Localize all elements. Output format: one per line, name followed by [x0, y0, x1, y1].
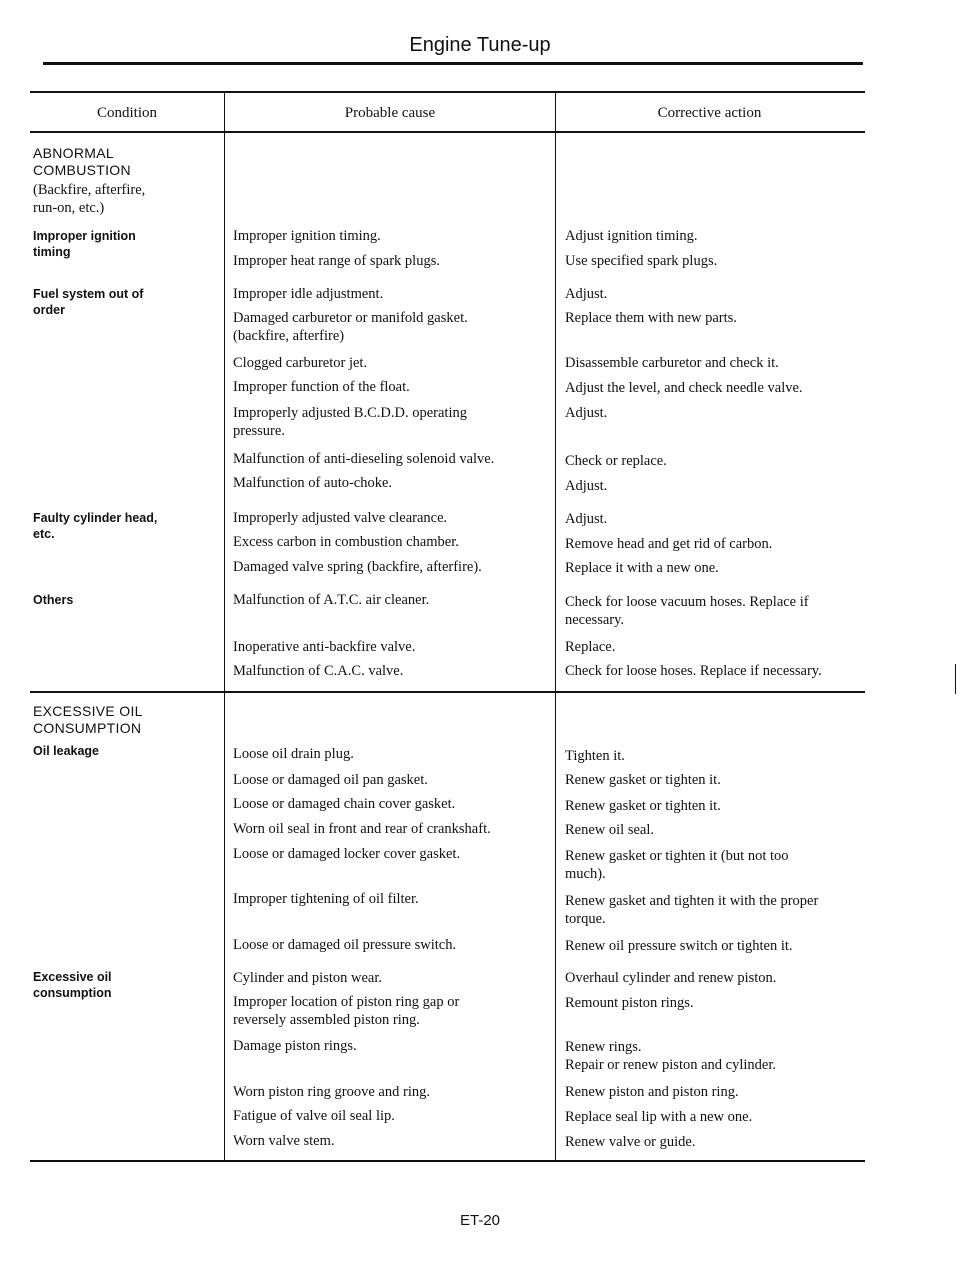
action-item: Check for loose hoses. Replace if necessary. [565, 663, 822, 679]
action-item: Replace. [565, 639, 616, 655]
cause-item: Worn valve stem. [233, 1133, 335, 1149]
action-item: Remount piston rings. [565, 995, 694, 1011]
action-item: Adjust. [565, 511, 608, 527]
action-item: Use specified spark plugs. [565, 253, 718, 269]
action-item: Renew rings. Repair or renew piston and cylinder. [565, 1039, 776, 1073]
action-item: Adjust ignition timing. [565, 228, 698, 244]
cause-item: Malfunction of anti-dieseling solenoid valve. [233, 451, 495, 467]
cause-item: Loose or damaged oil pressure switch. [233, 937, 457, 953]
cause-item: Improper heat range of spark plugs. [233, 253, 440, 269]
cause-item: Improper ignition timing. [233, 228, 381, 244]
condition-excessive-oil-consumption: Excessive oil consumption [33, 970, 112, 1000]
cause-item: Loose or damaged oil pan gasket. [233, 772, 428, 788]
action-item: Replace seal lip with a new one. [565, 1109, 753, 1125]
condition-faulty-cylinder-head: Faulty cylinder head, etc. [33, 511, 158, 541]
cause-item: Damaged valve spring (backfire, afterfire). [233, 559, 482, 575]
cause-item: Damaged carburetor or manifold gasket. (backfire, afterfire) [233, 310, 468, 344]
action-item: Adjust. [565, 405, 608, 421]
cause-item: Worn piston ring groove and ring. [233, 1084, 430, 1100]
action-item: Renew oil pressure switch or tighten it. [565, 938, 793, 954]
cause-item: Excess carbon in combustion chamber. [233, 534, 459, 550]
cause-item: Loose or damaged chain cover gasket. [233, 796, 456, 812]
cause-item: Loose or damaged locker cover gasket. [233, 846, 461, 862]
table-bottom-rule [30, 1160, 865, 1162]
cause-item: Improperly adjusted B.C.D.D. operating pressure. [233, 405, 467, 439]
cause-item: Inoperative anti-backfire valve. [233, 639, 416, 655]
action-item: Check for loose vacuum hoses. Replace if necessary. [565, 594, 809, 628]
cause-item: Clogged carburetor jet. [233, 355, 368, 371]
cause-item: Improper location of piston ring gap or reversely assembled piston ring. [233, 994, 460, 1028]
cause-item: Malfunction of A.T.C. air cleaner. [233, 592, 430, 608]
header-corrective-action: Corrective action [657, 105, 762, 121]
action-item: Renew oil seal. [565, 822, 654, 838]
action-item: Renew valve or guide. [565, 1134, 696, 1150]
action-item: Overhaul cylinder and renew piston. [565, 970, 777, 986]
action-item: Renew gasket or tighten it. [565, 772, 721, 788]
condition-others: Others [33, 593, 74, 607]
cause-item: Loose oil drain plug. [233, 746, 354, 762]
action-item: Adjust. [565, 478, 608, 494]
section-divider-rule [30, 691, 865, 693]
condition-improper-ignition-timing: Improper ignition timing [33, 229, 136, 259]
action-item: Check or replace. [565, 453, 667, 469]
page-title: Engine Tune-up [409, 34, 551, 56]
column-divider-1 [224, 92, 225, 1160]
cause-item: Malfunction of auto-choke. [233, 475, 393, 491]
action-item: Renew gasket and tighten it with the proper torque. [565, 893, 819, 927]
header-probable-cause: Probable cause [344, 105, 436, 121]
action-item: Remove head and get rid of carbon. [565, 536, 773, 552]
table-top-rule [30, 91, 865, 93]
column-divider-2 [555, 92, 556, 1160]
action-item: Adjust the level, and check needle valve. [565, 380, 803, 396]
section-subheading-abnormal: (Backfire, afterfire, run-on, etc.) [33, 182, 146, 216]
section-heading-excessive-oil-consumption: EXCESSIVE OIL CONSUMPTION [33, 703, 143, 736]
cause-item: Worn oil seal in front and rear of crankshaft. [233, 821, 491, 837]
action-item: Renew piston and piston ring. [565, 1084, 739, 1100]
cause-item: Damage piston rings. [233, 1038, 357, 1054]
condition-fuel-system: Fuel system out of order [33, 287, 144, 317]
action-item: Replace it with a new one. [565, 560, 719, 576]
cause-item: Improper idle adjustment. [233, 286, 384, 302]
margin-mark [955, 664, 956, 694]
action-item: Disassemble carburetor and check it. [565, 355, 779, 371]
cause-item: Fatigue of valve oil seal lip. [233, 1108, 395, 1124]
page-number: ET-20 [459, 1212, 501, 1229]
cause-item: Cylinder and piston wear. [233, 970, 383, 986]
action-item: Tighten it. [565, 748, 625, 764]
action-item: Renew gasket or tighten it. [565, 798, 721, 814]
condition-oil-leakage: Oil leakage [33, 744, 100, 758]
action-item: Adjust. [565, 286, 608, 302]
header-condition: Condition [96, 105, 157, 121]
action-item: Replace them with new parts. [565, 310, 737, 326]
action-item: Renew gasket or tighten it (but not too much). [565, 848, 789, 882]
cause-item: Improper function of the float. [233, 379, 410, 395]
section-heading-abnormal-combustion: ABNORMAL COMBUSTION [33, 145, 131, 178]
cause-item: Malfunction of C.A.C. valve. [233, 663, 404, 679]
title-rule [43, 62, 863, 65]
cause-item: Improperly adjusted valve clearance. [233, 510, 448, 526]
header-bottom-rule [30, 131, 865, 133]
cause-item: Improper tightening of oil filter. [233, 891, 419, 907]
